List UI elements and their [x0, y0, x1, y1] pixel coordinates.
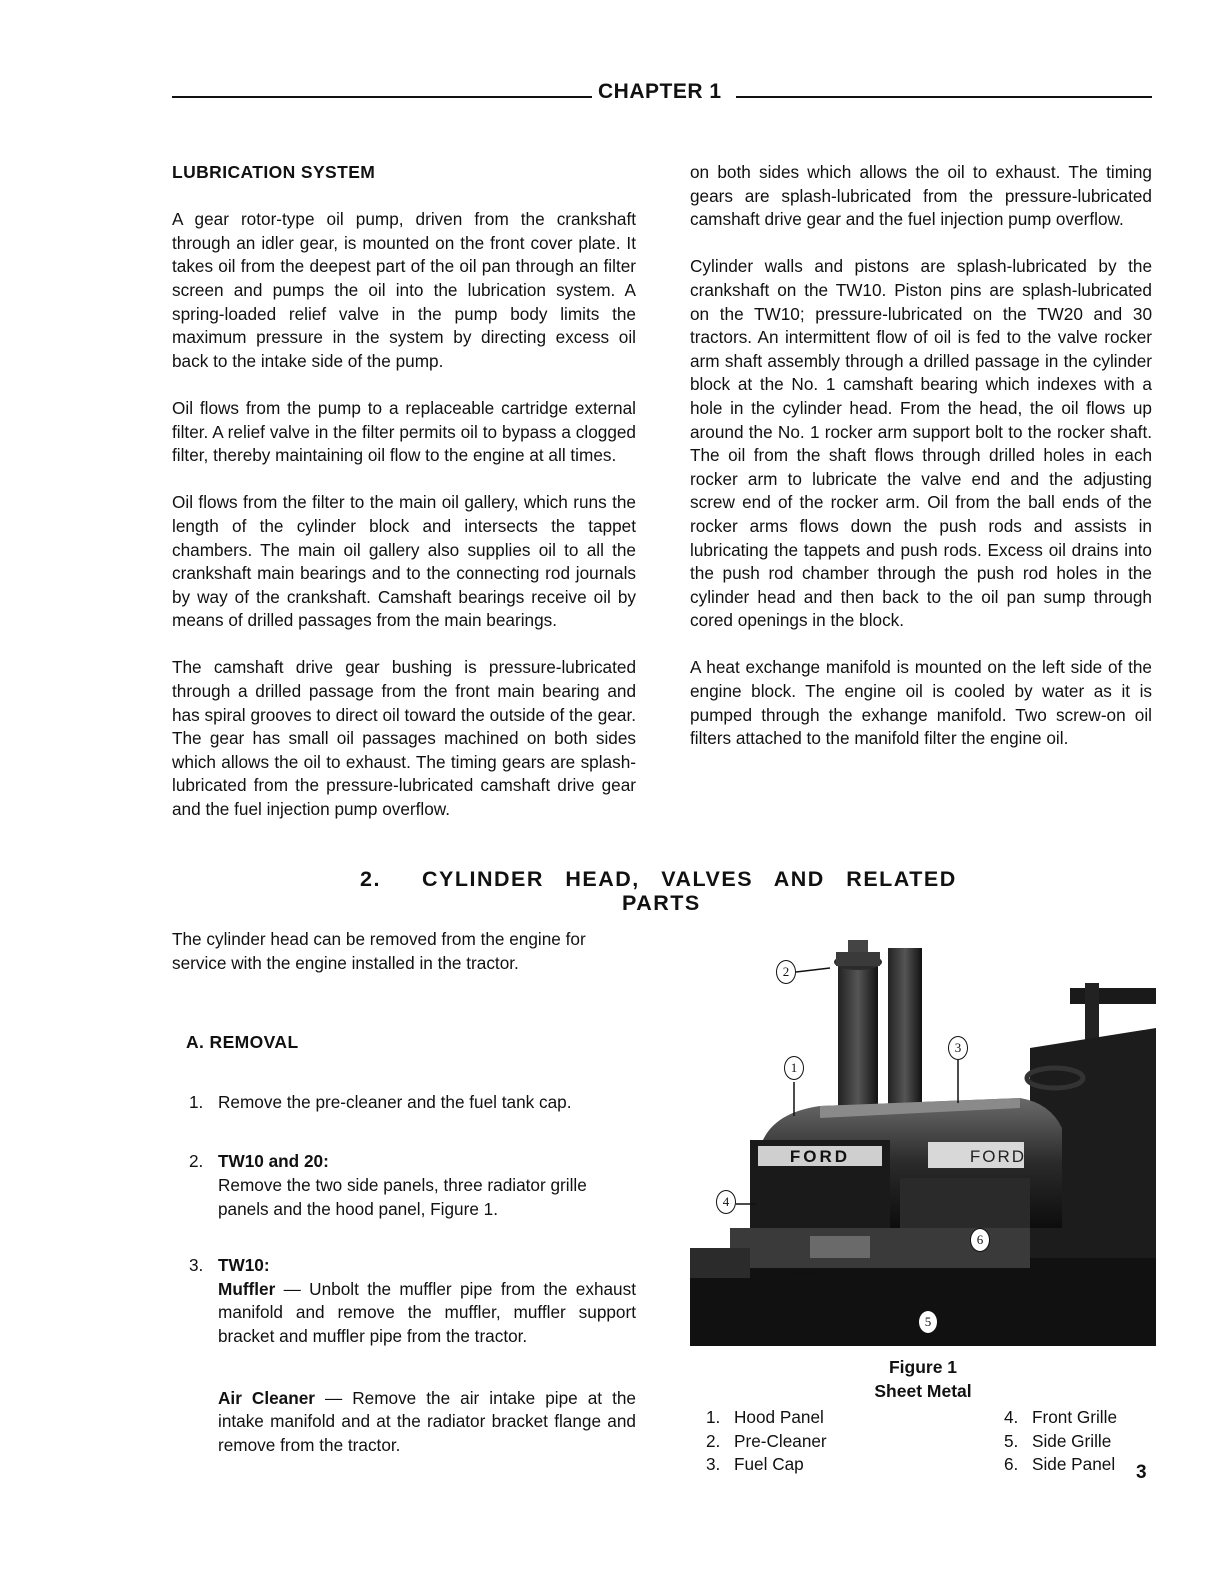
air-cleaner-body: — Remove the air intake pipe at the intake manifold and at the radiator bracket flange and remove from the tractor.: [218, 1387, 636, 1455]
section-number: 2.: [360, 867, 381, 891]
lubrication-heading: LUBRICATION SYSTEM: [172, 162, 376, 182]
callout-2: 2: [776, 960, 796, 984]
step-number: 1.: [189, 1091, 204, 1112]
legend-number: 6.: [1004, 1454, 1019, 1475]
step-text: Remove the two side panels, three radiator grille panels and the hood panel, Figure 1.: [218, 1174, 587, 1219]
figure-legend-right: [1004, 1406, 1117, 1477]
pre-cleaner-body: [836, 952, 880, 966]
caption-figure-number: Figure 1: [888, 1357, 958, 1377]
page-number: 3: [1136, 1462, 1147, 1483]
legend-number: 5.: [1004, 1430, 1019, 1451]
chapter-rule-left: [172, 96, 592, 98]
legend-number: 3.: [706, 1454, 721, 1475]
step-item: [172, 1091, 636, 1115]
figure-legend-left: [706, 1406, 827, 1477]
removal-heading: A. REMOVAL: [186, 1032, 299, 1053]
legend-label: Hood Panel: [734, 1407, 824, 1427]
legend-label: Fuel Cap: [734, 1454, 804, 1475]
figure-tractor-photo: [690, 928, 1156, 1346]
legend-label: Front Grille: [1032, 1407, 1117, 1427]
callout-3: 3: [948, 1036, 968, 1060]
tractor-illustration: [690, 928, 1156, 1346]
paragraph: A gear rotor-type oil pump, driven from the crankshaft through an idler gear, is mounted on the front cover plate. It takes oil from the deepest part of the oil pan through an filter screen and pumps the oil into the lubrication system. A spring-loaded relief valve in the pump body limits the maximum pressure in the system by directing excess oil back to the intake side of the pump.: [172, 209, 636, 371]
muffler-text: — Unbolt the muffler pipe from the exhaust manifold and remove the muffler, muffler support bracket and muffler pipe from the tractor.: [218, 1278, 636, 1346]
removal-steps: [172, 1091, 636, 1458]
caption-title: Sheet Metal: [874, 1380, 972, 1401]
air-cleaner-text: [218, 1387, 636, 1458]
figure-caption: [690, 1356, 1156, 1403]
legend-item: [1004, 1406, 1117, 1430]
step-item: [172, 1387, 636, 1458]
step-item: [172, 1254, 636, 1348]
air-intake-stack: [838, 964, 878, 1124]
front-badge-text: FORD: [789, 1147, 851, 1166]
leader-line: [796, 968, 830, 972]
callout-6: 6: [970, 1228, 990, 1252]
legend-item: [1004, 1430, 1117, 1454]
step-text: [218, 1278, 636, 1349]
pre-cleaner-top: [848, 940, 868, 952]
rops-bar: [1070, 988, 1156, 1004]
right-column-top: [690, 161, 1152, 774]
paragraph: The camshaft drive gear bushing is pressure-lubricated through a drilled passage from the front main bearing and has spiral grooves to direct oil toward the outside of the gear. The gear has small oil passages machined on both sides which allows the oil to exhaust. The timing gears are splash-lubricated from the pressure-lubricated camshaft drive gear and the fuel injection pump overflow.: [172, 657, 636, 820]
section-intro: The cylinder head can be removed from the engine for service with the engine installed in the tractor.: [172, 929, 586, 973]
step-number: 2.: [189, 1151, 204, 1172]
step-number: 3.: [189, 1255, 204, 1276]
muffler-stack: [888, 948, 922, 1128]
chapter-title: CHAPTER 1: [598, 80, 722, 103]
left-column-top: [172, 161, 636, 820]
legend-number: 2.: [706, 1430, 721, 1451]
legend-item: [706, 1406, 827, 1430]
legend-label: Side Panel: [1032, 1454, 1116, 1475]
side-badge-text: FORD: [969, 1147, 1027, 1166]
step-label: TW10:: [218, 1255, 270, 1276]
legend-item: [706, 1453, 827, 1477]
paragraph: A heat exchange manifold is mounted on the left side of the engine block. The engine oil is cooled by water as it is pumped through the exhange manifold. Two screw-on oil filters attached to the manifold filter the engine oil.: [690, 657, 1152, 749]
section-title-line1: CYLINDER HEAD, VALVES AND RELATED: [422, 867, 957, 891]
front-bumper: [690, 1248, 750, 1278]
callout-5: 5: [918, 1310, 938, 1334]
muffler-label: Muffler: [218, 1278, 276, 1299]
step-item: [172, 1150, 636, 1221]
air-cleaner-label: Air Cleaner: [218, 1387, 315, 1408]
legend-label: Side Grille: [1032, 1430, 1112, 1451]
legend-number: 1.: [706, 1407, 721, 1427]
legend-label: Pre-Cleaner: [734, 1430, 827, 1451]
front-weight: [810, 1236, 870, 1258]
callout-4: 4: [716, 1190, 736, 1214]
legend-item: [706, 1430, 827, 1454]
step-label: TW10 and 20:: [218, 1151, 329, 1172]
paragraph: Oil flows from the filter to the main oil gallery, which runs the length of the cylinder block and intersects the tappet chambers. The main oil gallery also supplies oil to all the crankshaft main bearings and to the connecting rod journals by way of the crankshaft. Camshaft bearings receive oil by means of drilled passages from the main bearings.: [172, 492, 636, 631]
paragraph: Oil flows from the pump to a replaceable cartridge external filter. A relief valve in the filter permits oil to bypass a clogged filter, thereby maintaining oil flow to the engine at all times.: [172, 397, 636, 466]
legend-item: [1004, 1453, 1117, 1477]
chapter-rule-right: [736, 96, 1152, 98]
paragraph-continued: on both sides which allows the oil to exhaust. The timing gears are splash-lubricated from the pressure-lubricated camshaft drive gear and the fuel injection pump overflow.: [690, 162, 1152, 230]
legend-number: 4.: [1004, 1407, 1019, 1427]
callout-1: 1: [784, 1056, 804, 1080]
left-column-bottom: [172, 928, 636, 1481]
section-title-line2: PARTS: [622, 891, 701, 915]
step-text: Remove the pre-cleaner and the fuel tank cap.: [218, 1091, 572, 1112]
paragraph: Cylinder walls and pistons are splash-lubricated by the crankshaft on the TW10. Piston pins are splash-lubricated on the TW10; pressure-lubricated on the TW20 and 30 tractors. An intermittent flow of oil is fed to the valve rocker arm shaft assembly through a drilled passage in the cylinder block at the No. 1 camshaft bearing which indexes with a hole in the cylinder head. From the head, the oil flows up around the No. 1 rocker arm support bolt to the rocker shaft. The oil from the shaft flows through drilled holes in each rocker arm to lubricate the valve end and the adjusting screw end of the rocker arm. Oil from the ball ends of the rocker arms flows down the push rods and assists in lubricating the tappets and push rods. Excess oil drains into the push rod chamber through the push rod holes in the cylinder head and then back to the oil pan sump through cored openings in the block.: [690, 256, 1152, 631]
